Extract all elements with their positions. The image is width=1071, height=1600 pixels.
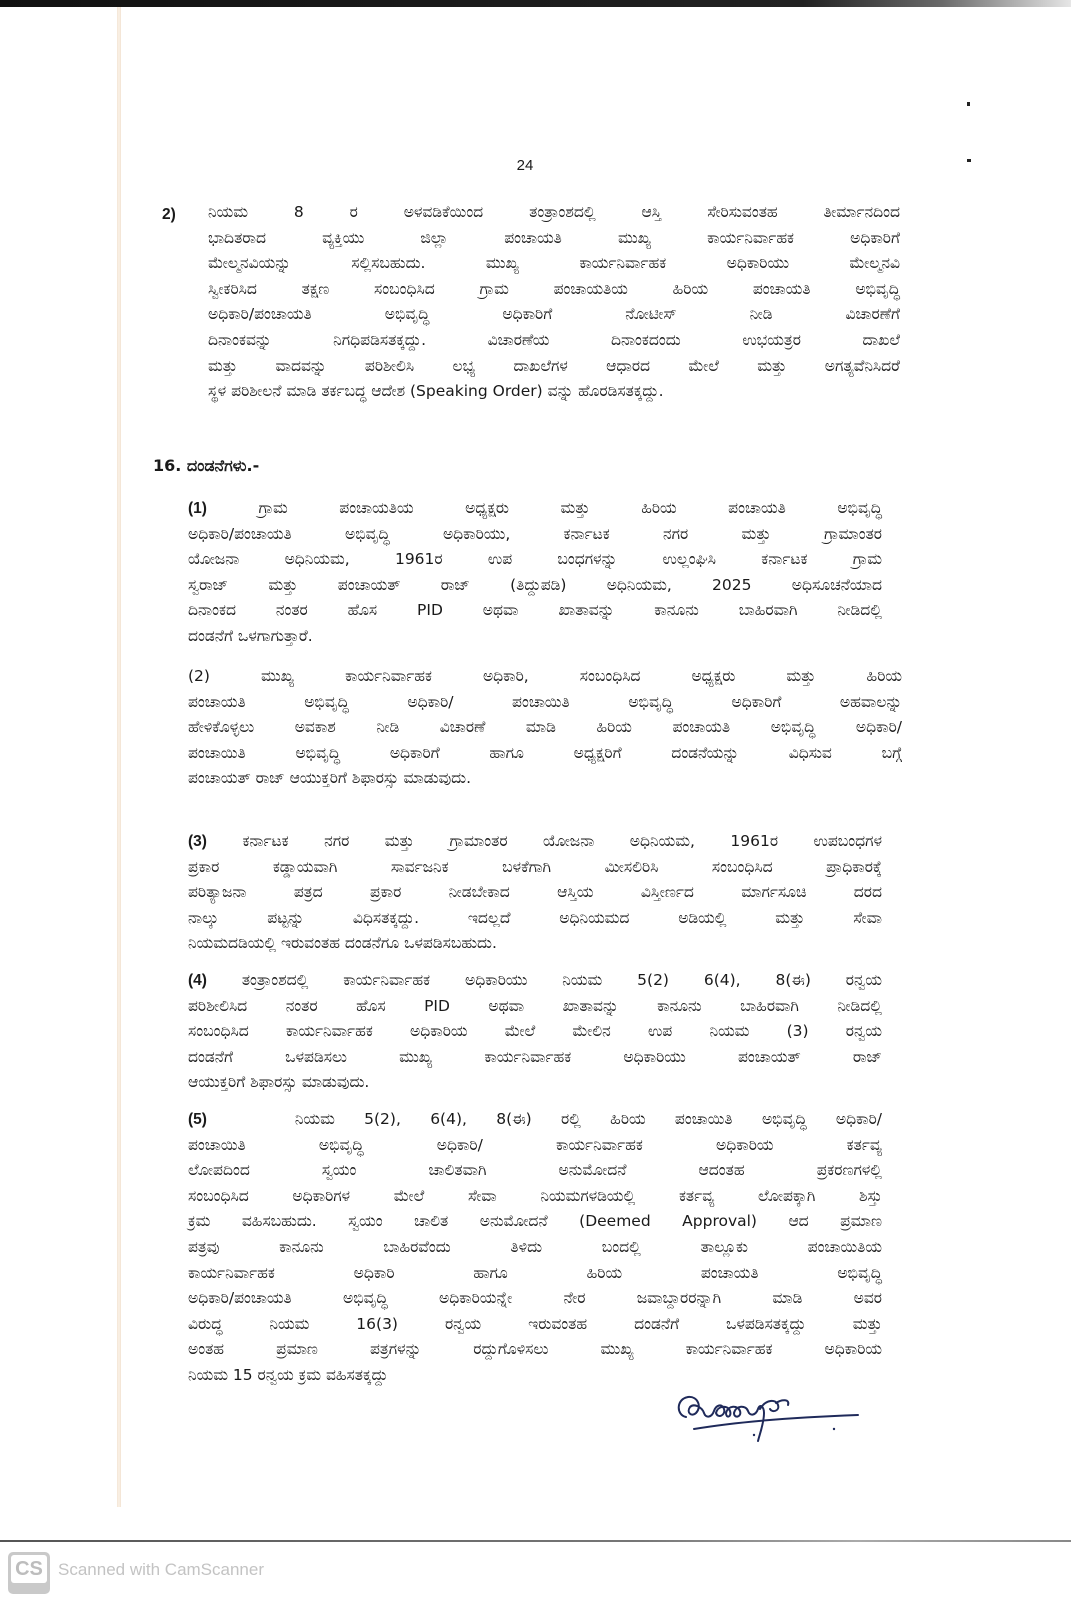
paragraph-number: 2) bbox=[162, 206, 176, 223]
text-line: ದಂಡನೆಗೆ ಒಳಪಡಿಸಲು ಮುಖ್ಯ ಕಾರ್ಯನಿರ್ವಾಹಕ ಅಧಿಕಾರಿಯು ಪಂಚಾಯತ್ ರಾಜ್ bbox=[188, 1047, 882, 1066]
text-line: ಪಂಚಾಯತ್ ರಾಜ್ ಆಯುಕ್ತರಿಗೆ ಶಿಫಾರಸ್ಸು ಮಾಡುವುದು. bbox=[188, 769, 472, 788]
text-line: ಅಧಿಕಾರಿ/ಪಂಚಾಯತಿ ಅಭಿವೃದ್ಧಿ ಅಧಿಕಾರಿಯನ್ನೇ ನೇರ ಜವಾಬ್ದಾರರನ್ನಾಗಿ ಮಾಡಿ ಅವರ bbox=[188, 1289, 882, 1308]
text-line: ಅಧಿಕಾರಿ/ಪಂಚಾಯತಿ ಅಭಿವೃದ್ಧಿ ಅಧಿಕಾರಿಗೆ ನೋಟೀಸ್ ನೀಡಿ ವಿಚಾರಣೆಗೆ bbox=[208, 305, 900, 324]
text-line: ಅಂತಹ ಪ್ರಮಾಣ ಪತ್ರಗಳನ್ನು ರದ್ದುಗೊಳಿಸಲು ಮುಖ್ಯ ಕಾರ್ಯನಿರ್ವಾಹಕ ಅಧಿಕಾರಿಯ bbox=[188, 1340, 882, 1359]
text-line: ಸ್ಥಳ ಪರಿಶೀಲನೆ ಮಾಡಿ ತರ್ಕಬದ್ಧ ಆದೇಶ (Speaking Order) ವನ್ನು ಹೊರಡಿಸತಕ್ಕದ್ದು. bbox=[208, 382, 664, 401]
subsection-number: (5) bbox=[188, 1111, 207, 1128]
text-line: ಪಂಚಾಯತಿ ಅಭಿವೃದ್ಧಿ ಅಧಿಕಾರಿ/ ಪಂಚಾಯಿತಿ ಅಭಿವೃದ್ಧಿ ಅಧಿಕಾರಿಗೆ ಅಹವಾಲನ್ನು bbox=[188, 692, 902, 711]
subsection-number: (1) bbox=[188, 500, 207, 517]
paragraph-2 bbox=[208, 200, 900, 405]
text-line: ಆಯುಕ್ತರಿಗೆ ಶಿಫಾರಸ್ಸು ಮಾಡುವುದು. bbox=[188, 1073, 370, 1092]
text-line: ಪಂಚಾಯಿತಿ ಅಭಿವೃದ್ಧಿ ಅಧಿಕಾರಿ/ ಕಾರ್ಯನಿರ್ವಾಹಕ ಅಧಿಕಾರಿಯ ಕರ್ತವ್ಯ bbox=[188, 1135, 882, 1154]
text-line: ಪಂಚಾಯಿತಿ ಅಭಿವೃದ್ಧಿ ಅಧಿಕಾರಿಗೆ ಹಾಗೂ ಅಧ್ಯಕ್ಷರಿಗೆ ದಂಡನೆಯನ್ನು ವಿಧಿಸುವ ಬಗ್ಗೆ bbox=[188, 743, 902, 762]
text-line: ನಿಯಮ 15 ರನ್ವಯ ಕ್ರಮ ವಹಿಸತಕ್ಕದ್ದು bbox=[188, 1365, 388, 1384]
text-line: (4) ತಂತ್ರಾಂಶದಲ್ಲಿ ಕಾರ್ಯನಿರ್ವಾಹಕ ಅಧಿಕಾರಿಯು ನಿಯಮ 5(2) 6(4), 8(ಈ) ರನ್ವಯ bbox=[188, 971, 882, 989]
text-line: ನಿಯಮದಡಿಯಲ್ಲಿ ಇರುವಂತಹ ದಂಡನೆಗೂ ಒಳಪಡಿಸಬಹುದು. bbox=[188, 934, 497, 953]
text-line: ಸ್ವರಾಜ್ ಮತ್ತು ಪಂಚಾಯತ್ ರಾಜ್ (ತಿದ್ದುಪಡಿ) ಅಧಿನಿಯಮ, 2025 ಅಧಿಸೂಚನೆಯಾದ bbox=[188, 575, 882, 594]
section-heading: 16. ದಂಡನೆಗಳು.- bbox=[153, 456, 260, 475]
text-line: ಪರಿತ್ಯಾಜನಾ ಪತ್ರದ ಪ್ರಕಾರ ನೀಡಬೇಕಾದ ಆಸ್ತಿಯ ವಿಸ್ತೀರ್ಣದ ಮಾರ್ಗಸೂಚಿ ದರದ bbox=[188, 883, 882, 902]
text-line: ಮತ್ತು ವಾದವನ್ನು ಪರಿಶೀಲಿಸಿ ಲಭ್ಯ ದಾಖಲೆಗಳ ಆಧಾರದ ಮೇಲೆ ಮತ್ತು ಅಗತ್ಯವೆನಿಸಿದರೆ bbox=[208, 356, 900, 375]
text-line: ಕ್ರಮ ವಹಿಸಬಹುದು. ಸ್ವಯಂ ಚಾಲಿತ ಅನುಮೋದನೆ (Deemed Approval) ಆದ ಪ್ರಮಾಣ bbox=[188, 1212, 882, 1231]
text-line: (3) ಕರ್ನಾಟಕ ನಗರ ಮತ್ತು ಗ್ರಾಮಾಂತರ ಯೋಜನಾ ಅಧಿನಿಯಮ, 1961ರ ಉಪಬಂಧಗಳ bbox=[188, 832, 882, 850]
subsection-number: (4) bbox=[188, 972, 207, 989]
camscanner-watermark: Scanned with CamScanner bbox=[58, 1560, 265, 1579]
text-line: ದಂಡನೆಗೆ ಒಳಗಾಗುತ್ತಾರೆ. bbox=[188, 626, 313, 645]
text-line: ದಿನಾಂಕದ ನಂತರ ಹೊಸ PID ಅಥವಾ ಖಾತಾವನ್ನು ಕಾನೂನು ಬಾಹಿರವಾಗಿ ನೀಡಿದಲ್ಲಿ bbox=[188, 601, 882, 620]
text-line: ವಿರುದ್ಧ ನಿಯಮ 16(3) ರನ್ವಯ ಇರುವಂತಹ ದಂಡನೆಗೆ ಒಳಪಡಿಸತಕ್ಕದ್ದು ಮತ್ತು bbox=[188, 1314, 882, 1333]
camscanner-logo-icon bbox=[8, 1552, 50, 1594]
text-line: ಪರಿಶೀಲಿಸಿದ ನಂತರ ಹೊಸ PID ಅಥವಾ ಖಾತಾವನ್ನು ಕಾನೂನು ಬಾಹಿರವಾಗಿ ನೀಡಿದಲ್ಲಿ bbox=[188, 996, 882, 1015]
text-line: (1) ಗ್ರಾಮ ಪಂಚಾಯತಿಯ ಅಧ್ಯಕ್ಷರು ಮತ್ತು ಹಿರಿಯ ಪಂಚಾಯತಿ ಅಭಿವೃದ್ಧಿ bbox=[188, 499, 883, 517]
subsection-number: (2) bbox=[188, 667, 210, 685]
text-line: (5) ನಿಯಮ 5(2), 6(4), 8(ಈ) ರಲ್ಲಿ ಹಿರಿಯ ಪಂಚಾಯಿತಿ ಅಭಿವೃದ್ಧಿ ಅಧಿಕಾರಿ/ bbox=[188, 1110, 882, 1128]
text-line: ಲೋಪದಿಂದ ಸ್ವಯಂ ಚಾಲಿತವಾಗಿ ಅನುಮೋದನೆ ಆದಂತಹ ಪ್ರಕರಣಗಳಲ್ಲಿ bbox=[188, 1161, 882, 1180]
subsection-5 bbox=[188, 1107, 882, 1389]
page-fold-line bbox=[117, 7, 121, 1507]
text-line: ಪ್ರಕಾರ ಕಡ್ಡಾಯವಾಗಿ ಸಾರ್ವಜನಿಕ ಬಳಕೆಗಾಗಿ ಮೀಸಲಿರಿಸಿ ಸಂಬಂಧಿಸಿದ ಪ್ರಾಧಿಕಾರಕ್ಕೆ bbox=[188, 857, 882, 876]
subsection-2 bbox=[188, 664, 902, 792]
subsection-number: (3) bbox=[188, 833, 207, 850]
text-line: ಮೇಲ್ಮನವಿಯನ್ನು ಸಲ್ಲಿಸಬಹುದು. ಮುಖ್ಯ ಕಾರ್ಯನಿರ್ವಾಹಕ ಅಧಿಕಾರಿಯು ಮೇಲ್ಮನವಿ bbox=[208, 254, 900, 273]
text-line: ನಾಲ್ಕು ಪಟ್ಟನ್ನು ವಿಧಿಸತಕ್ಕದ್ದು. ಇದಲ್ಲದೆ ಅಧಿನಿಯಮದ ಅಡಿಯಲ್ಲಿ ಮತ್ತು ಸೇವಾ bbox=[188, 908, 882, 927]
text-line: ಕಾರ್ಯನಿರ್ವಾಹಕ ಅಧಿಕಾರಿ ಹಾಗೂ ಹಿರಿಯ ಪಂಚಾಯತಿ ಅಭಿವೃದ್ಧಿ bbox=[188, 1263, 882, 1282]
text-line: ಯೋಜನಾ ಅಧಿನಿಯಮ, 1961ರ ಉಪ ಬಂಧಗಳನ್ನು ಉಲ್ಲಂಘಿಸಿ ಕರ್ನಾಟಕ ಗ್ರಾಮ bbox=[188, 550, 882, 569]
signature-icon bbox=[672, 1385, 872, 1445]
text-line: ಸ್ವೀಕರಿಸಿದ ತಕ್ಷಣ ಸಂಬಂಧಿಸಿದ ಗ್ರಾಮ ಪಂಚಾಯತಿಯ ಹಿರಿಯ ಪಂಚಾಯತಿ ಅಭಿವೃದ್ಧಿ bbox=[208, 279, 900, 298]
text-line: ಸಂಬಂಧಿಸಿದ ಕಾರ್ಯನಿರ್ವಾಹಕ ಅಧಿಕಾರಿಯ ಮೇಲೆ ಮೇಲಿನ ಉಪ ನಿಯಮ (3) ರನ್ವಯ bbox=[188, 1022, 882, 1041]
text-line: ಭಾದಿತರಾದ ವ್ಯಕ್ತಿಯು ಜಿಲ್ಲಾ ಪಂಚಾಯತಿ ಮುಖ್ಯ ಕಾರ್ಯನಿರ್ವಾಹಕ ಅಧಿಕಾರಿಗೆ bbox=[208, 228, 900, 247]
margin-mark bbox=[967, 159, 971, 162]
subsection-3 bbox=[188, 829, 882, 957]
text-line: ಹೇಳಿಕೊಳ್ಳಲು ಅವಕಾಶ ನೀಡಿ ವಿಚಾರಣೆ ಮಾಡಿ ಹಿರಿಯ ಪಂಚಾಯತಿ ಅಭಿವೃದ್ಧಿ ಅಧಿಕಾರಿ/ bbox=[188, 718, 902, 737]
camscanner-logo-text: CS bbox=[11, 1555, 47, 1583]
text-line: ಪತ್ರವು ಕಾನೂನು ಬಾಹಿರವೆಂದು ತಿಳಿದು ಬಂದಲ್ಲಿ ತಾಲ್ಲೂಕು ಪಂಚಾಯಿತಿಯ bbox=[188, 1237, 882, 1256]
text-line: ನಿಯಮ 8 ರ ಅಳವಡಿಕೆಯಿಂದ ತಂತ್ರಾಂಶದಲ್ಲಿ ಆಸ್ತಿ ಸೇರಿಸುವಂತಹ ತೀರ್ಮಾನದಿಂದ bbox=[208, 203, 900, 221]
text-line: ಅಧಿಕಾರಿ/ಪಂಚಾಯತಿ ಅಭಿವೃದ್ಧಿ ಅಧಿಕಾರಿಯು, ಕರ್ನಾಟಕ ನಗರ ಮತ್ತು ಗ್ರಾಮಾಂತರ bbox=[188, 524, 882, 543]
subsection-4 bbox=[188, 968, 882, 1096]
text-line: (2) ಮುಖ್ಯ ಕಾರ್ಯನಿರ್ವಾಹಕ ಅಧಿಕಾರಿ, ಸಂಬಂಧಿಸಿದ ಅಧ್ಯಕ್ಷರು ಮತ್ತು ಹಿರಿಯ bbox=[188, 667, 902, 685]
scan-top-edge bbox=[0, 0, 1071, 7]
margin-mark bbox=[967, 102, 970, 106]
subsection-1 bbox=[188, 496, 882, 650]
text-line: ದಿನಾಂಕವನ್ನು ನಿಗಧಿಪಡಿಸತಕ್ಕದ್ದು. ವಿಚಾರಣೆಯ ದಿನಾಂಕದಂದು ಉಭಯತ್ರರ ದಾಖಲೆ bbox=[208, 330, 900, 349]
page-number: 24 bbox=[516, 157, 534, 174]
camscanner-footer bbox=[0, 1542, 1071, 1600]
text-line: ಸಂಬಂಧಿಸಿದ ಅಧಿಕಾರಿಗಳ ಮೇಲೆ ಸೇವಾ ನಿಯಮಗಳಡಿಯಲ್ಲಿ ಕರ್ತವ್ಯ ಲೋಪಕ್ಕಾಗಿ ಶಿಸ್ತು bbox=[188, 1186, 882, 1205]
